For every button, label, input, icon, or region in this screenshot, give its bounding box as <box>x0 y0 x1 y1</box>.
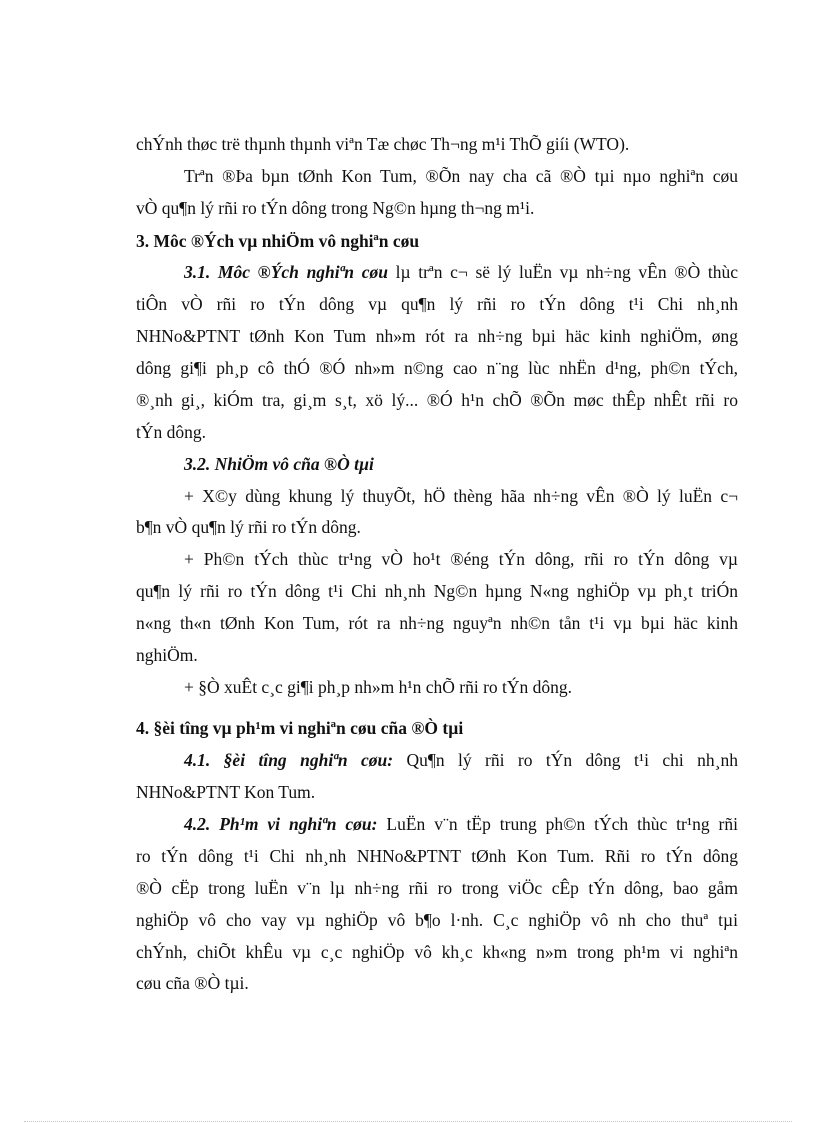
text-line: dông gi¶i ph¸p cô thÓ ®Ó nh»m n©ng cao n¨ng lùc nhËn d¹ng, ph©n tÝch, <box>136 358 738 378</box>
text-line: tiÔn vÒ rñi ro tÝn dông vµ qu¶n lý rñi ro tÝn dông t¹i Chi nh¸nh <box>136 294 738 314</box>
subsection-label-3-1: 3.1. Môc ®Ých nghiªn cøu <box>184 262 388 282</box>
text-line: + X©y dùng khung lý thuyÕt, hÖ thèng hãa nh÷ng vÊn ®Ò lý luËn c¬ <box>184 486 738 506</box>
text-span: lµ trªn c¬ së lý luËn vµ nh÷ng vÊn ®Ò thùc <box>387 262 738 282</box>
text-line: nghiÖp vô cho vay vµ nghiÖp vô b¶o l·nh. C¸c nghiÖp vô nh cho thuª tµi <box>136 910 738 930</box>
text-line: Trªn ®Þa bµn tØnh Kon Tum, ®Õn nay cha cã ®Ò tµi nµo nghiªn cøu <box>184 166 738 186</box>
text-line: n«ng th«n tØnh Kon Tum, rót ra nh÷ng nguyªn nh©n tån t¹i vµ bµi häc kinh <box>136 613 738 633</box>
text-line <box>184 262 738 282</box>
text-line <box>184 814 738 834</box>
text-line: + Ph©n tÝch thùc tr¹ng vÒ ho¹t ®éng tÝn dông, rñi ro tÝn dông vµ <box>184 549 738 569</box>
text-line: ®Ò cËp trong luËn v¨n lµ nh÷ng rñi ro trong viÖc cÊp tÝn dông, bao gåm <box>136 878 738 898</box>
subsection-label-4-2: 4.2. Ph¹m vi nghiªn cøu: <box>184 814 378 834</box>
text-line: NHNo&PTNT Kon Tum. <box>136 782 316 802</box>
text-line: chÝnh, chiÕt khÊu vµ c¸c nghiÖp vô kh¸c kh«ng n»m trong ph¹m vi nghiªn <box>136 942 738 962</box>
text-line: tÝn dông. <box>136 422 206 442</box>
text-line: NHNo&PTNT tØnh Kon Tum nh»m rót ra nh÷ng bµi häc kinh nghiÖm, øng <box>136 326 738 346</box>
text-line: nghiÖm. <box>136 645 198 665</box>
section-heading-3: 3. Môc ®Ých vµ nhiÖm vô nghiªn cøu <box>136 231 420 251</box>
text-line: + §Ò xuÊt c¸c gi¶i ph¸p nh»m h¹n chÕ rñi ro tÝn dông. <box>184 677 573 697</box>
text-line <box>184 750 738 770</box>
text-span: LuËn v¨n tËp trung ph©n tÝch thùc tr¹ng rñi <box>377 814 738 834</box>
subsection-label-3-2: 3.2. NhiÖm vô cña ®Ò tµi <box>184 454 374 474</box>
text-line: b¶n vÒ qu¶n lý rñi ro tÝn dông. <box>136 517 361 537</box>
text-line: qu¶n lý rñi ro tÝn dông t¹i Chi nh¸nh Ng©n hµng N«ng nghiÖp vµ ph¸t triÓn <box>136 581 738 601</box>
text-line: vÒ qu¶n lý rñi ro tÝn dông trong Ng©n hµng th¬ng m¹i. <box>136 198 535 218</box>
text-span: Qu¶n lý rñi ro tÝn dông t¹i chi nh¸nh <box>393 750 738 770</box>
text-line: ®¸nh gi¸, kiÓm tra, gi¸m s¸t, xö lý... ®Ó h¹n chÕ ®Õn møc thÊp nhÊt rñi ro <box>136 390 738 410</box>
page-bottom-rule <box>24 1121 792 1122</box>
text-line: cøu cña ®Ò tµi. <box>136 973 249 993</box>
text-line: chÝnh thøc trë thµnh thµnh viªn Tæ chøc Th¬ng m¹i ThÕ giíi (WTO). <box>136 134 630 154</box>
subsection-label-4-1: 4.1. §èi tîng nghiªn cøu: <box>184 750 394 770</box>
section-heading-4: 4. §èi tîng vµ ph¹m vi nghiªn cøu cña ®Ò tµi <box>136 718 464 738</box>
text-line: ro tÝn dông t¹i Chi nh¸nh NHNo&PTNT tØnh Kon Tum. Rñi ro tÝn dông <box>136 846 738 866</box>
